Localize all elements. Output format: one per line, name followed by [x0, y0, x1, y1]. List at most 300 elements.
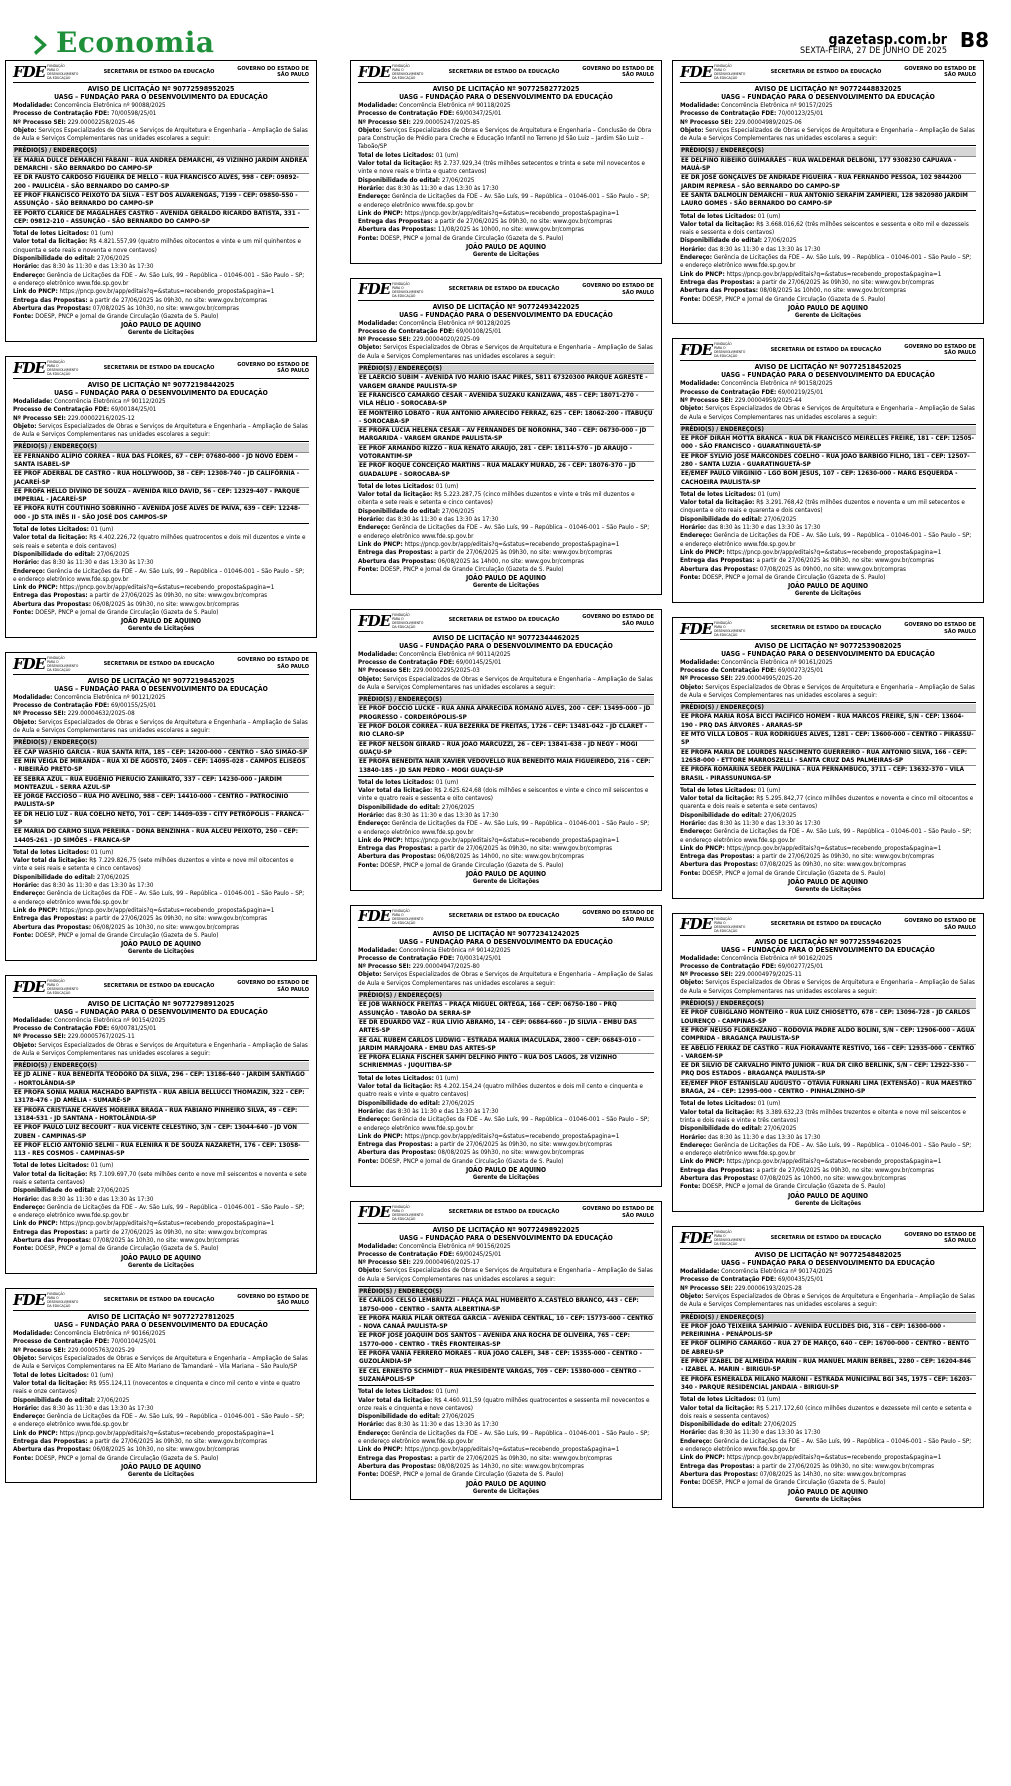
valor-total-value: R$ 3.291.768,42 (três milhões duzentos e noventa e um mil setecentos e cinquenta e oito reais e quarenta e dois centavos) [680, 499, 965, 515]
notice-title: AVISO DE LICITAÇÃO Nº 90772727812025 [87, 1313, 235, 1322]
total-lotes [358, 483, 654, 491]
modalidade-value: Concorrência Eletrônica nº 90088/2025 [54, 102, 166, 109]
abertura-propostas-value: 08/08/2025 às 09h30, no site: www.gov.br/compras [437, 1149, 584, 1157]
abertura-propostas-value: 06/08/2025 às 14h00, no site: www.gov.br/compras [437, 557, 584, 565]
notice-header [680, 917, 976, 936]
entrega-propostas [680, 279, 976, 287]
total-lotes-label: Total de lotes Licitados: [358, 778, 434, 786]
notice-title: AVISO DE LICITAÇÃO Nº 90772582772025 [432, 85, 580, 93]
disponibilidade [13, 1187, 309, 1195]
horario-label: Horário: [13, 1195, 40, 1203]
fonte [13, 932, 309, 940]
pncp-link-value[interactable]: https://pncp.gov.br/app/editais?q=&status=recebendo_proposta&pagina=1 [59, 1429, 275, 1437]
horario-label: Horário: [358, 516, 385, 524]
processo-sei [13, 1033, 309, 1041]
predio-item: EE PROFA MARIA ROSA BICCI PACIFICO HOMEM - RUA MARCOS FREIRE, S/N - CEP: 13604-190 - PRQ DAS ÁRVORES - ARARAS-SP [680, 712, 976, 730]
valor-total-value: R$ 7.229.826,75 (sete milhões duzentos e vinte e nove mil oitocentos e vinte e seis reais e setenta e cinco centavos) [13, 857, 294, 873]
bidding-notice [672, 338, 984, 602]
abertura-propostas-label: Abertura das Propostas: [13, 304, 91, 312]
processo-fde [358, 1251, 654, 1259]
endereco-label: Endereço: [680, 1437, 712, 1445]
predio-item: EE GAL RUBEM CARLOS LUDWIG - ESTRADA MARIA IMACULADA, 2800 - CEP: 06843-010 - JARDIM MARAJOARA - EMBU DAS ARTES-SP [358, 1036, 654, 1054]
processo-sei [680, 675, 976, 683]
valor-total-label: Valor total da licitação: [680, 795, 755, 803]
governo-label: GOVERNO DO ESTADO DE SÃO PAULO [904, 622, 976, 635]
valor-total [13, 238, 309, 255]
disponibilidade-label: Disponibilidade do edital: [358, 507, 441, 515]
disponibilidade-value: 27/06/2025 [96, 873, 130, 881]
fonte-value: DOESP, PNCP e Jornal de Grande Circulação (Gazeta de S. Paulo) [35, 313, 219, 321]
fde-logo [13, 64, 81, 80]
column-2 [350, 60, 662, 1514]
signer-name: JOÃO PAULO DE AQUINO [787, 1487, 869, 1496]
predios-header: PRÉDIO(S) / ENDEREÇO(S) [680, 147, 976, 155]
endereco-value: Gerência de Licitações da FDE – Av. São Luís, 99 – República – 01046-001 – São Paulo – SP; e endereço eletrônico www.fde.sp.gov.br [13, 1203, 305, 1220]
pncp-link-label: Link do PNCP: [13, 584, 58, 592]
horario [680, 1134, 976, 1142]
objeto [13, 1042, 309, 1059]
disponibilidade-label: Disponibilidade do edital: [358, 1099, 441, 1107]
fonte-label: Fonte: [13, 609, 34, 617]
predio-item: EE PROFA ROMARINA SEDER PAULINA - RUA PERNAMBUCO, 3711 - CEP: 13632-370 - VILA BRASIL - PIRASSUNUNGA-SP [680, 765, 976, 783]
objeto [680, 979, 976, 996]
modalidade [680, 102, 976, 110]
fde-logo [358, 613, 426, 629]
disponibilidade-label: Disponibilidade do edital: [680, 1125, 763, 1133]
processo-sei-label: Nº Processo SEI: [13, 1346, 66, 1354]
processo-sei [13, 119, 309, 127]
notice-title: AVISO DE LICITAÇÃO Nº 90772548482025 [754, 1251, 902, 1260]
modalidade-label: Modalidade: [358, 1242, 398, 1250]
governo-label: GOVERNO DO ESTADO DE SÃO PAULO [904, 65, 976, 78]
endereco-value: Gerência de Licitações da FDE – Av. São Luís, 99 – República – 01046-001 – São Paulo – SP; e endereço eletrônico www.fde.sp.gov.br [358, 1429, 650, 1446]
notice-title: AVISO DE LICITAÇÃO Nº 90772498922025 [432, 1225, 580, 1234]
endereco-value: Gerência de Licitações da FDE – Av. São Luís, 99 – República – 01046-001 – São Paulo – SP; e endereço eletrônico www.fde.sp.gov.br [13, 271, 305, 287]
fonte-value: DOESP, PNCP e Jornal de Grande Circulação (Gazeta de S. Paulo) [35, 609, 219, 617]
fde-logo-mark: FDE [358, 1203, 391, 1222]
modalidade-value: Concorrência Eletrônica nº 90142/2025 [399, 946, 511, 954]
predio-item: EE PORTO CLARICE DE MAGALHÃES CASTRO - AVENIDA GERALDO RICARDO BATISTA, 331 - CEP: 09812-210 - ASSUNÇÃO - SÃO BERNARDO DO CAMPO-SP [13, 209, 309, 227]
total-lotes [680, 213, 976, 221]
pncp-link-value[interactable]: https://pncp.gov.br/app/editais?q=&status=recebendo_proposta&pagina=1 [726, 270, 942, 278]
notice-title: AVISO DE LICITAÇÃO Nº 90772493422025 [432, 302, 580, 311]
valor-total-value: R$ 3.389.632,23 (três milhões trezentos e oitenta e nove mil seiscentos e trinta e dois reais e vinte e três centavos) [680, 1108, 967, 1124]
signer-role: Gerente de Licitações [794, 1495, 862, 1503]
pncp-link-value[interactable]: https://pncp.gov.br/app/editais?q=&status=recebendo_proposta&pagina=1 [404, 209, 620, 217]
endereco-value: Gerência de Licitações da FDE – Av. São Luís, 99 – República – 01046-001 – São Paulo – SP; e endereço eletrônico www.fde.sp.gov.br [680, 1437, 972, 1454]
entrega-propostas-value: a partir de 27/06/2025 às 09h30, no site: www.gov.br/compras [89, 296, 268, 304]
notice-org: UASG – FUNDAÇÃO PARA O DESENVOLVIMENTO DA EDUCAÇÃO [399, 937, 613, 946]
fde-logo-mark: FDE [680, 341, 713, 360]
fde-logo-mark: FDE [13, 1291, 46, 1310]
abertura-propostas [680, 861, 976, 869]
pncp-link [13, 288, 309, 296]
notice-org: UASG – FUNDAÇÃO PARA O DESENVOLVIMENTO DA EDUCAÇÃO [721, 371, 935, 380]
processo-sei-label: Nº Processo SEI: [358, 963, 411, 971]
disponibilidade-value: 27/06/2025 [441, 1099, 475, 1107]
total-lotes-value: 01 (um) [90, 848, 114, 856]
entrega-propostas-label: Entrega das Propostas: [680, 1166, 755, 1174]
notice-header [13, 64, 309, 83]
fde-logo [358, 1205, 426, 1221]
abertura-propostas-label: Abertura das Propostas: [13, 600, 91, 608]
abertura-propostas [13, 1446, 309, 1454]
valor-total [680, 795, 976, 812]
predios-header: PRÉDIO(S) / ENDEREÇO(S) [358, 696, 654, 704]
modalidade [358, 651, 654, 659]
objeto-label: Objeto: [358, 126, 382, 134]
endereco-value: Gerência de Licitações da FDE – Av. São Luís, 99 – República – 01046-001 – São Paulo – SP; e endereço eletrônico www.fde.sp.gov.br [358, 193, 650, 209]
modalidade-value: Concorrência Eletrônica nº 90162/2025 [721, 954, 833, 962]
notice-org: UASG – FUNDAÇÃO PARA O DESENVOLVIMENTO DA EDUCAÇÃO [54, 1321, 268, 1330]
predio-item: EE FERNANDO ALÍPIO CORREA - RUA DAS FLORES, 67 - CEP: 07680-000 - JD NOVO ÉDEM - SANTA ISABEL-SP [13, 452, 309, 470]
predio-item: EE PROFA LUCIA HELENA CESAR - AV FERNANDES DE NORONHA, 340 - CEP: 06730-000 - JD MARGARIDA - VARGEM GRANDE PAULISTA-SP [358, 426, 654, 444]
fde-logo [680, 342, 748, 358]
pncp-link [680, 1454, 976, 1462]
pncp-link-value[interactable]: https://pncp.gov.br/app/editais?q=&status=recebendo_proposta&pagina=1 [726, 1454, 942, 1462]
bidding-notice [350, 60, 662, 264]
endereco-label: Endereço: [358, 193, 390, 201]
valor-total [680, 221, 976, 238]
processo-fde-value: 70/00598/25/01 [111, 110, 157, 118]
endereco-value: Gerência de Licitações da FDE – Av. São Luís, 99 – República – 01046-001 – São Paulo – SP; e endereço eletrônico www.fde.sp.gov.br [358, 524, 650, 540]
endereco-label: Endereço: [13, 1413, 45, 1421]
governo-label: GOVERNO DO ESTADO DE SÃO PAULO [582, 65, 654, 78]
endereco [358, 820, 654, 837]
total-lotes-value: 01 (um) [435, 1074, 459, 1082]
disponibilidade-value: 27/06/2025 [763, 811, 797, 819]
fde-logo [358, 64, 426, 80]
predios-header: PRÉDIO(S) / ENDEREÇO(S) [13, 147, 309, 155]
processo-sei [358, 963, 654, 971]
governo-label: GOVERNO DO ESTADO DE SÃO PAULO [582, 614, 654, 627]
fde-logo-text: FUNDAÇÃO PARA O DESENVOLVIMENTO DA EDUCAÇÃO [392, 908, 424, 925]
processo-sei-value: 229.00002295/2025-03 [412, 667, 480, 675]
predios-box [680, 145, 976, 210]
predio-item: EE PROFA ESMERALDA MILANO MARONI - ESTRADA MUNICIPAL BGI 345, 1975 - CEP: 16203-340 - PARQUE RESIDENCIAL JANDAIA - BIRIGUI-SP [680, 1375, 976, 1393]
notice-org: UASG – FUNDAÇÃO PARA O DESENVOLVIMENTO DA EDUCAÇÃO [721, 93, 935, 101]
valor-total-label: Valor total da licitação: [13, 238, 88, 246]
processo-sei-label: Nº Processo SEI: [680, 1284, 733, 1292]
horario [680, 246, 976, 254]
notice-header [680, 64, 976, 83]
valor-total-value: R$ 4.821.557,99 (quatro milhões oitocentos e vinte e um mil quinhentos e cinquenta e sete reais e noventa e nove centavos) [13, 238, 301, 254]
disponibilidade-label: Disponibilidade do edital: [13, 873, 96, 881]
notice-title: AVISO DE LICITAÇÃO Nº 90772798912025 [87, 999, 235, 1008]
processo-fde [13, 1338, 309, 1346]
fde-logo-text: FUNDAÇÃO PARA O DESENVOLVIMENTO DA EDUCAÇÃO [47, 1292, 79, 1309]
pncp-link-value[interactable]: https://pncp.gov.br/app/editais?q=&status=recebendo_proposta&pagina=1 [404, 1446, 620, 1454]
entrega-propostas-label: Entrega das Propostas: [13, 1438, 88, 1446]
total-lotes-value: 01 (um) [757, 490, 781, 498]
endereco [680, 254, 976, 271]
predio-item: EE PROF ROQUE CONCEIÇÃO MARTINS - RUA MALAKY MURAD, 26 - CEP: 18076-370 - JD GUADALUPE - SOROCABA-SP [358, 461, 654, 479]
pncp-link [358, 837, 654, 845]
predio-item: EE PROF CUBIGLANO MONTEIRO - RUA LUIZ CHIOSETTO, 678 - CEP: 13096-728 - JD CARLOS LOURENÇO - CAMPINAS-SP [680, 1008, 976, 1026]
modalidade-value: Concorrência Eletrônica nº 90161/2025 [721, 658, 833, 666]
horario-label: Horário: [358, 812, 385, 819]
valor-total-value: R$ 7.109.697,70 (sete milhões cento e nove mil seiscentos e noventa e sete reais e setenta centavos) [13, 1170, 307, 1186]
secretaria-label: SECRETARIA DE ESTADO DA EDUCAÇÃO [103, 660, 215, 667]
total-lotes-label: Total de lotes Licitados: [13, 1371, 89, 1379]
signer-role: Gerente de Licitações [127, 329, 195, 337]
fde-logo [13, 1292, 81, 1308]
horario [13, 1405, 309, 1413]
disponibilidade-value: 27/06/2025 [441, 803, 475, 811]
signer-name: JOÃO PAULO DE AQUINO [465, 243, 547, 252]
total-lotes-value: 01 (um) [435, 482, 459, 490]
endereco [358, 193, 654, 210]
disponibilidade-value: 27/06/2025 [96, 1396, 130, 1404]
predios-box [680, 424, 976, 489]
total-lotes-value: 01 (um) [90, 1162, 114, 1170]
pncp-link-value[interactable]: https://pncp.gov.br/app/editais?q=&status=recebendo_proposta&pagina=1 [59, 906, 275, 914]
objeto-value: Serviços Especializados de Obras e Serviços de Arquitetura e Engenharia – Conclusão de Obra para Construção de Prédio para Creche e Educação Infantil no Terreno Jd São Luiz – Jardim São Luiz – Taboão/SP [358, 126, 652, 151]
horario-value: das 8:30 às 11:30 e das 13:30 às 17:30 [385, 812, 499, 819]
pncp-link-value[interactable]: https://pncp.gov.br/app/editais?q=&status=recebendo_proposta&pagina=1 [726, 844, 942, 852]
notice-header [13, 979, 309, 998]
predio-item: EE PROFA RUTH COUTINHO SOBRINHO - AVENIDA JOSÉ ALVES DE PAIVA, 639 - CEP: 12248-000 - JD STA INÊS II - SÃO JOSÉ DOS CAMPOS-SP [13, 504, 309, 522]
pncp-link-label: Link do PNCP: [358, 1446, 403, 1454]
entrega-propostas-value: a partir de 27/06/2025 às 09h30, no site: www.gov.br/compras [756, 557, 935, 565]
processo-fde-value: 69/00145/25/01 [456, 658, 502, 666]
total-lotes-value: 01 (um) [90, 1371, 114, 1379]
processo-sei [358, 119, 654, 127]
predio-item: EE PROF DOCCIO LUCKE - RUA ANNA APARECIDA ROMANO ALVES, 200 - CEP: 13499-000 - JD PROGRESSO - CORDEIRÓPOLIS-SP [358, 704, 654, 722]
fonte-value: DOESP, PNCP e Jornal de Grande Circulação (Gazeta de S. Paulo) [702, 1183, 886, 1191]
predios-header: PRÉDIO(S) / ENDEREÇO(S) [358, 365, 654, 373]
signer-role: Gerente de Licitações [127, 1470, 195, 1478]
fonte [358, 862, 654, 870]
processo-sei-value: 229.00002258/2025-46 [67, 118, 135, 126]
disponibilidade [358, 804, 654, 812]
processo-sei-value: 229.00005767/2025-11 [67, 1033, 135, 1041]
notice-header [358, 1205, 654, 1224]
modalidade-value: Concorrência Eletrônica nº 90118/2025 [399, 102, 511, 109]
total-lotes-label: Total de lotes Licitados: [13, 526, 89, 534]
horario-value: das 8:30 às 11:30 e das 13:30 às 17:30 [40, 882, 154, 890]
endereco-label: Endereço: [358, 1429, 390, 1437]
valor-total-label: Valor total da licitação: [358, 1083, 433, 1091]
predio-item: EE/EMEF PAULO VIRGINIO - LGO BOM JESUS, 107 - CEP: 12630-000 - MARG ESQUERDA - CACHOEIRA PAULISTA-SP [680, 469, 976, 487]
entrega-propostas-label: Entrega das Propostas: [680, 1462, 755, 1470]
fonte-value: DOESP, PNCP e Jornal de Grande Circulação (Gazeta de S. Paulo) [380, 565, 564, 573]
endereco-label: Endereço: [680, 1141, 712, 1149]
abertura-propostas [358, 558, 654, 566]
signer-role: Gerente de Licitações [127, 948, 195, 956]
total-lotes [358, 152, 654, 160]
horario-label: Horário: [13, 559, 40, 567]
processo-fde [358, 110, 654, 118]
fonte [680, 1479, 976, 1487]
modalidade-label: Modalidade: [680, 380, 720, 388]
modalidade [680, 659, 976, 667]
secretaria-label: SECRETARIA DE ESTADO DA EDUCAÇÃO [103, 983, 215, 990]
abertura-propostas-label: Abertura das Propostas: [358, 557, 436, 565]
endereco-value: Gerência de Licitações da FDE – Av. São Luís, 99 – República – 01046-001 – São Paulo – SP; e endereço eletrônico www.fde.sp.gov.br [358, 820, 650, 836]
signer-name: JOÃO PAULO DE AQUINO [787, 878, 869, 887]
pncp-link-value[interactable]: https://pncp.gov.br/app/editais?q=&status=recebendo_proposta&pagina=1 [59, 1220, 275, 1228]
processo-fde [13, 110, 309, 118]
abertura-propostas-value: 07/08/2025 às 09h30, no site: www.gov.br/compras [759, 861, 906, 869]
predio-item: EE MARIA DO CARMO SILVA PEREIRA - DONA BENZINHA - RUA ALCEU PEIXOTO, 250 - CEP: 14405-261 - JD SIMÕES - FRANCA-SP [13, 827, 309, 845]
pncp-link-value[interactable]: https://pncp.gov.br/app/editais?q=&status=recebendo_proposta&pagina=1 [404, 836, 620, 844]
masthead [0, 0, 1011, 59]
fonte-label: Fonte: [13, 1454, 34, 1462]
abertura-propostas-label: Abertura das Propostas: [358, 226, 436, 234]
notice-title: AVISO DE LICITAÇÃO Nº 90772518452025 [754, 363, 902, 372]
predio-item: EE CEL ERNESTO SCHMIDT - RUA PRESIDENTE VARGAS, 709 - CEP: 15380-000 - CENTRO - SUZANÁPOLIS-SP [358, 1367, 654, 1385]
fde-logo-text: FUNDAÇÃO PARA O DESENVOLVIMENTO DA EDUCAÇÃO [714, 64, 746, 80]
fonte-value: DOESP, PNCP e Jornal de Grande Circulação (Gazeta de S. Paulo) [702, 1479, 886, 1487]
entrega-propostas-label: Entrega das Propostas: [358, 845, 433, 853]
pncp-link-label: Link do PNCP: [680, 844, 725, 852]
pncp-link-value[interactable]: https://pncp.gov.br/app/editais?q=&status=recebendo_proposta&pagina=1 [59, 584, 275, 592]
predios-box [358, 990, 654, 1073]
entrega-propostas-value: a partir de 27/06/2025 às 09h30, no site: www.gov.br/compras [89, 915, 268, 923]
pncp-link-value[interactable]: https://pncp.gov.br/app/editais?q=&status=recebendo_proposta&pagina=1 [726, 1158, 942, 1166]
modalidade [358, 1243, 654, 1251]
processo-sei-value: 229.00004989/2025-06 [734, 118, 802, 126]
signer-name: JOÃO PAULO DE AQUINO [787, 1191, 869, 1200]
processo-sei-label: Nº Processo SEI: [358, 1259, 411, 1267]
total-lotes-value: 01 (um) [90, 526, 114, 534]
predios-box [13, 145, 309, 228]
objeto [358, 1267, 654, 1284]
fde-logo-text: FUNDAÇÃO PARA O DESENVOLVIMENTO DA EDUCAÇÃO [47, 64, 79, 80]
signer-name: JOÃO PAULO DE AQUINO [120, 1253, 202, 1262]
total-lotes-label: Total de lotes Licitados: [13, 1162, 89, 1170]
processo-fde-label: Processo de Contratação FDE: [680, 666, 777, 674]
processo-fde [358, 955, 654, 963]
abertura-propostas-label: Abertura das Propostas: [680, 287, 758, 295]
processo-fde-label: Processo de Contratação FDE: [680, 388, 777, 396]
notice-header [358, 282, 654, 301]
abertura-propostas-label: Abertura das Propostas: [680, 861, 758, 869]
pncp-link-value[interactable]: https://pncp.gov.br/app/editais?q=&status=recebendo_proposta&pagina=1 [726, 548, 942, 556]
disponibilidade-label: Disponibilidade do edital: [358, 1413, 441, 1421]
predio-item: EE JD ALINE - RUA BENEDITA TEODORO DA SILVA, 296 - CEP: 13186-640 - JARDIM SANTIAGO - HORTOLÂNDIA-SP [13, 1070, 309, 1088]
pncp-link-value[interactable]: https://pncp.gov.br/app/editais?q=&status=recebendo_proposta&pagina=1 [404, 540, 620, 548]
notice-header [680, 342, 976, 361]
fde-logo-text: FUNDAÇÃO PARA O DESENVOLVIMENTO DA EDUCAÇÃO [714, 620, 746, 637]
modalidade-value: Concorrência Eletrônica nº 90158/2025 [721, 380, 833, 388]
fde-logo-mark: FDE [13, 62, 46, 81]
processo-sei [680, 397, 976, 405]
pncp-link-value[interactable]: https://pncp.gov.br/app/editais?q=&status=recebendo_proposta&pagina=1 [59, 288, 275, 296]
objeto-label: Objeto: [680, 683, 704, 691]
objeto-label: Objeto: [13, 422, 37, 430]
total-lotes-value: 01 (um) [435, 1388, 459, 1396]
disponibilidade-value: 27/06/2025 [441, 176, 475, 184]
signer-role: Gerente de Licitações [794, 1199, 862, 1207]
predios-header: PRÉDIO(S) / ENDEREÇO(S) [680, 1314, 976, 1322]
secretaria-label: SECRETARIA DE ESTADO DA EDUCAÇÃO [448, 617, 560, 624]
total-lotes-value: 01 (um) [757, 1100, 781, 1108]
modalidade-value: Concorrência Eletrônica nº 90112/2025 [54, 397, 166, 405]
total-lotes-label: Total de lotes Licitados: [358, 1388, 434, 1396]
signer-role: Gerente de Licitações [127, 625, 195, 633]
notice-header [358, 613, 654, 632]
entrega-propostas-value: a partir de 27/06/2025 às 09h30, no site: www.gov.br/compras [89, 1438, 268, 1446]
pncp-link-value[interactable]: https://pncp.gov.br/app/editais?q=&status=recebendo_proposta&pagina=1 [404, 1132, 620, 1140]
modalidade [680, 1268, 976, 1276]
objeto-label: Objeto: [680, 126, 704, 134]
abertura-propostas [358, 853, 654, 861]
endereco-value: Gerência de Licitações da FDE – Av. São Luís, 99 – República – 01046-001 – São Paulo – SP; e endereço eletrônico www.fde.sp.gov.br [358, 1116, 650, 1132]
secretaria-label: SECRETARIA DE ESTADO DA EDUCAÇÃO [103, 68, 215, 75]
pncp-link-label: Link do PNCP: [13, 1220, 58, 1228]
signer-name: JOÃO PAULO DE AQUINO [787, 582, 869, 591]
modalidade [680, 955, 976, 963]
pncp-link-label: Link do PNCP: [13, 1429, 58, 1437]
endereco-label: Endereço: [13, 890, 45, 898]
abertura-propostas-label: Abertura das Propostas: [13, 1446, 91, 1454]
entrega-propostas-value: a partir de 27/06/2025 às 09h30, no site: www.gov.br/compras [89, 592, 268, 600]
processo-fde-value: 69/00108/25/01 [456, 327, 502, 335]
fde-logo-text: FUNDAÇÃO PARA O DESENVOLVIMENTO DA EDUCAÇÃO [47, 655, 79, 672]
processo-fde [680, 110, 976, 118]
predio-item: EE PROF FRANCISCO PEIXOTO DA SILVA - EST DOS ALVARENGAS, 7199 - CEP: 09850-550 - ASSUNÇÃO - SÃO BERNARDO DO CAMPO-SP [13, 191, 309, 209]
fonte-value: DOESP, PNCP e Jornal de Grande Circulação (Gazeta de S. Paulo) [702, 295, 886, 303]
modalidade-value: Concorrência Eletrônica nº 90166/2025 [54, 1330, 166, 1338]
fde-logo-mark: FDE [358, 280, 391, 299]
horario-label: Horário: [680, 1429, 707, 1437]
entrega-propostas-value: a partir de 27/06/2025 às 09h30, no site: www.gov.br/compras [434, 1141, 613, 1149]
abertura-propostas [13, 924, 309, 932]
processo-fde-value: 70/00104/25/01 [111, 1338, 157, 1346]
modalidade [13, 1330, 309, 1338]
horario [13, 1196, 309, 1204]
objeto [13, 127, 309, 144]
predio-item: EE MIN VEIGA DE MIRANDA - RUA XI DE AGOSTO, 2409 - CEP: 14095-028 - CAMPOS ELISEOS - RIBEIRÃO PRETO-SP [13, 757, 309, 775]
fonte-value: DOESP, PNCP e Jornal de Grande Circulação (Gazeta de S. Paulo) [35, 1245, 219, 1253]
abertura-propostas-value: 08/08/2025 às 14h30, no site: www.gov.br/compras [437, 1462, 584, 1470]
valor-total-label: Valor total da licitação: [13, 534, 88, 542]
entrega-propostas-value: a partir de 27/06/2025 às 09h30, no site: www.gov.br/compras [434, 549, 613, 557]
predios-header: PRÉDIO(S) / ENDEREÇO(S) [680, 704, 976, 712]
valor-total [358, 1397, 654, 1414]
entrega-propostas-label: Entrega das Propostas: [358, 218, 433, 226]
valor-total [680, 1405, 976, 1422]
objeto-value: Serviços Especializados de Obras e Serviços de Arquitetura e Engenharia – Ampliação de Salas de Aula e Serviços Complementares nas unidades escolares a seguir: [680, 405, 975, 421]
processo-sei-label: Nº Processo SEI: [13, 1033, 66, 1041]
processo-fde-label: Processo de Contratação FDE: [13, 406, 110, 414]
processo-sei-label: Nº Processo SEI: [13, 118, 66, 126]
entrega-propostas-label: Entrega das Propostas: [13, 296, 88, 304]
total-lotes-value: 01 (um) [757, 1396, 781, 1404]
endereco-value: Gerência de Licitações da FDE – Av. São Luís, 99 – República – 01046-001 – São Paulo – SP; e endereço eletrônico www.fde.sp.gov.br [680, 828, 972, 844]
signer-role: Gerente de Licitações [472, 251, 540, 259]
total-lotes [13, 1162, 309, 1170]
entrega-propostas-value: a partir de 27/06/2025 às 09h30, no site: www.gov.br/compras [434, 218, 613, 226]
horario [358, 1108, 654, 1116]
fonte-label: Fonte: [358, 1471, 379, 1479]
modalidade-label: Modalidade: [680, 102, 720, 109]
signer-role: Gerente de Licitações [794, 886, 862, 894]
disponibilidade-label: Disponibilidade do edital: [680, 1421, 763, 1429]
secretaria-label: SECRETARIA DE ESTADO DA EDUCAÇÃO [770, 347, 882, 354]
abertura-propostas-label: Abertura das Propostas: [13, 923, 91, 931]
processo-fde-value: 69/00781/25/01 [111, 1024, 157, 1032]
objeto [680, 1293, 976, 1310]
modalidade-label: Modalidade: [358, 946, 398, 954]
valor-total-value: R$ 2.737.929,34 (três milhões setecentos e trinta e sete mil novecentos e vinte e nove reais e trinta e quatro centavos) [358, 160, 645, 176]
horario-value: das 8:30 às 11:30 e das 13:30 às 17:30 [707, 245, 821, 253]
disponibilidade [680, 812, 976, 820]
processo-fde [680, 389, 976, 397]
fonte-label: Fonte: [680, 295, 701, 303]
